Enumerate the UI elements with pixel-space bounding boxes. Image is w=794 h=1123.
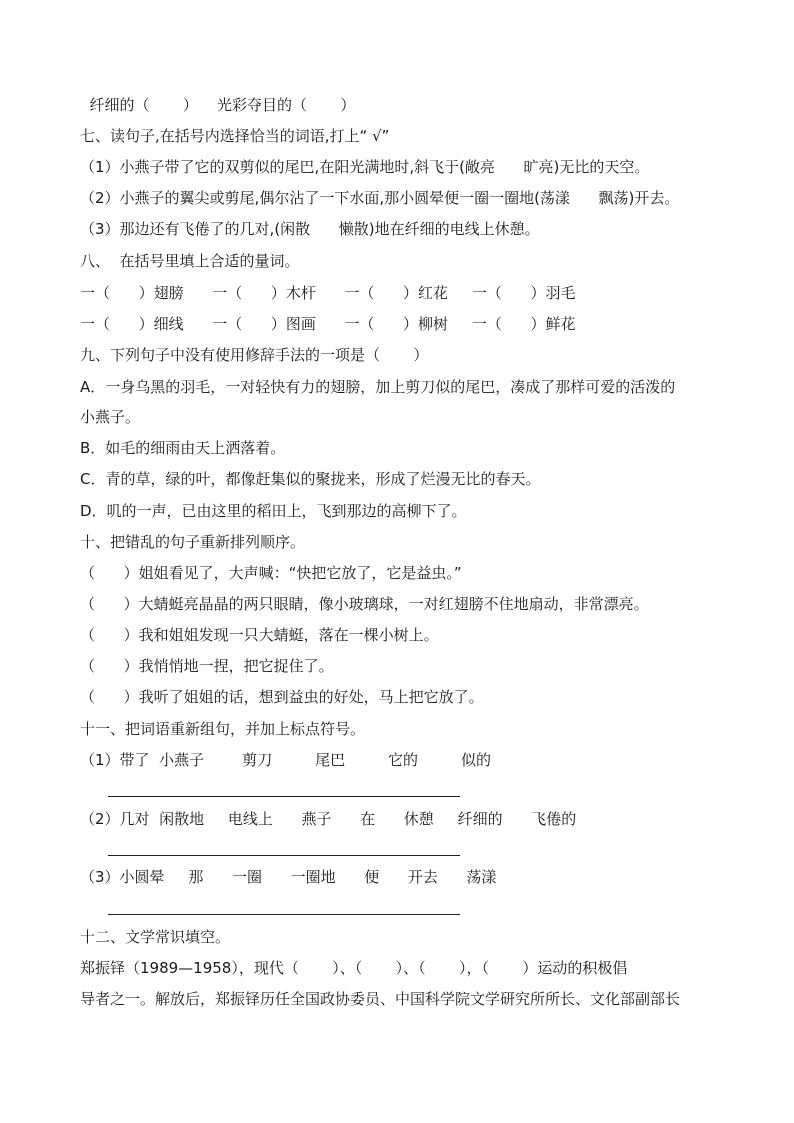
section-11-heading: 十一、把词语重新组句，并加上标点符号。 — [80, 720, 366, 738]
section-8-heading: 八、 在括号里填上合适的量词。 — [80, 252, 300, 270]
order-sentence-1: （ ）姐姐看见了，大声喊：“快把它放了，它是益虫。” — [80, 564, 462, 582]
order-sentence-2: （ ）大蜻蜓亮晶晶的两只眼睛，像小玻璃球，一对红翅膀不住地扇动，非常漂亮。 — [80, 595, 649, 613]
section-12-heading: 十二、文学常识填空。 — [80, 928, 231, 946]
section-10-heading: 十、把错乱的句子重新排列顺序。 — [80, 533, 306, 551]
order-sentence-4: （ ）我悄悄地一捏，把它捉住了。 — [80, 657, 334, 675]
literature-fill-line-1: 郑振铎（1989—1958），现代（ ）、（ ）、（ ），（ ）运动的积极倡 — [80, 959, 628, 977]
option-b: B．如毛的细雨由天上洒落着。 — [80, 439, 286, 457]
section-9-heading: 九、下列句子中没有使用修辞手法的一项是（ ） — [80, 346, 429, 364]
order-sentence-5: （ ）我听了姐姐的话，想到益虫的好处，马上把它放了。 — [80, 688, 484, 706]
section-7-heading: 七、读句子,在括号内选择恰当的词语,打上“ √” — [80, 127, 390, 145]
reorder-words-2: （2）几对 闲散地 电线上 燕子 在 休憩 纤细的 飞倦的 — [80, 810, 577, 828]
adjective-fill-line: 纤细的（ ） 光彩夺目的（ ） — [80, 96, 356, 114]
section-7-item-3: （3）那边还有飞倦了的几对,(闲散 懒散)地在纤细的电线上休憩。 — [80, 220, 540, 238]
measure-word-row-1: 一（ ）翅膀 一（ ）木杆 一（ ）红花 一（ ）羽毛 — [80, 284, 576, 302]
answer-line-3 — [108, 914, 460, 915]
answer-line-2 — [108, 855, 460, 856]
reorder-words-3: （3）小圆晕 那 一圈 一圈地 便 开去 荡漾 — [80, 868, 497, 886]
option-a-continued: 小燕子。 — [80, 408, 141, 426]
order-sentence-3: （ ）我和姐姐发现一只大蜻蜓，落在一棵小树上。 — [80, 626, 439, 644]
option-a: A．一身乌黑的羽毛，一对轻快有力的翅膀，加上剪刀似的尾巴，凑成了那样可爱的活泼的 — [80, 378, 676, 396]
answer-line-1 — [108, 796, 460, 797]
option-d: D．叽的一声，已由这里的稻田上，飞到那边的高柳下了。 — [80, 502, 467, 520]
reorder-words-1: （1）带了 小燕子 剪刀 尾巴 它的 似的 — [80, 751, 491, 769]
section-7-item-1: （1）小燕子带了它的双剪似的尾巴,在阳光满地时,斜飞于(敞亮 旷亮)无比的天空。 — [80, 158, 650, 176]
option-c: C．青的草，绿的叶，都像赶集似的聚拢来，形成了烂漫无比的春天。 — [80, 470, 541, 488]
literature-fill-line-2: 导者之一。解放后，郑振铎历任全国政协委员、中国科学院文学研究所所长、文化部副部长 — [80, 990, 681, 1008]
section-7-item-2: （2）小燕子的翼尖或剪尾,偶尔沾了一下水面,那小圆晕便一圈一圈地(荡漾 飘荡)开去。 — [80, 189, 680, 207]
measure-word-row-2: 一（ ）细线 一（ ）图画 一（ ）柳树 一（ ）鲜花 — [80, 315, 576, 333]
